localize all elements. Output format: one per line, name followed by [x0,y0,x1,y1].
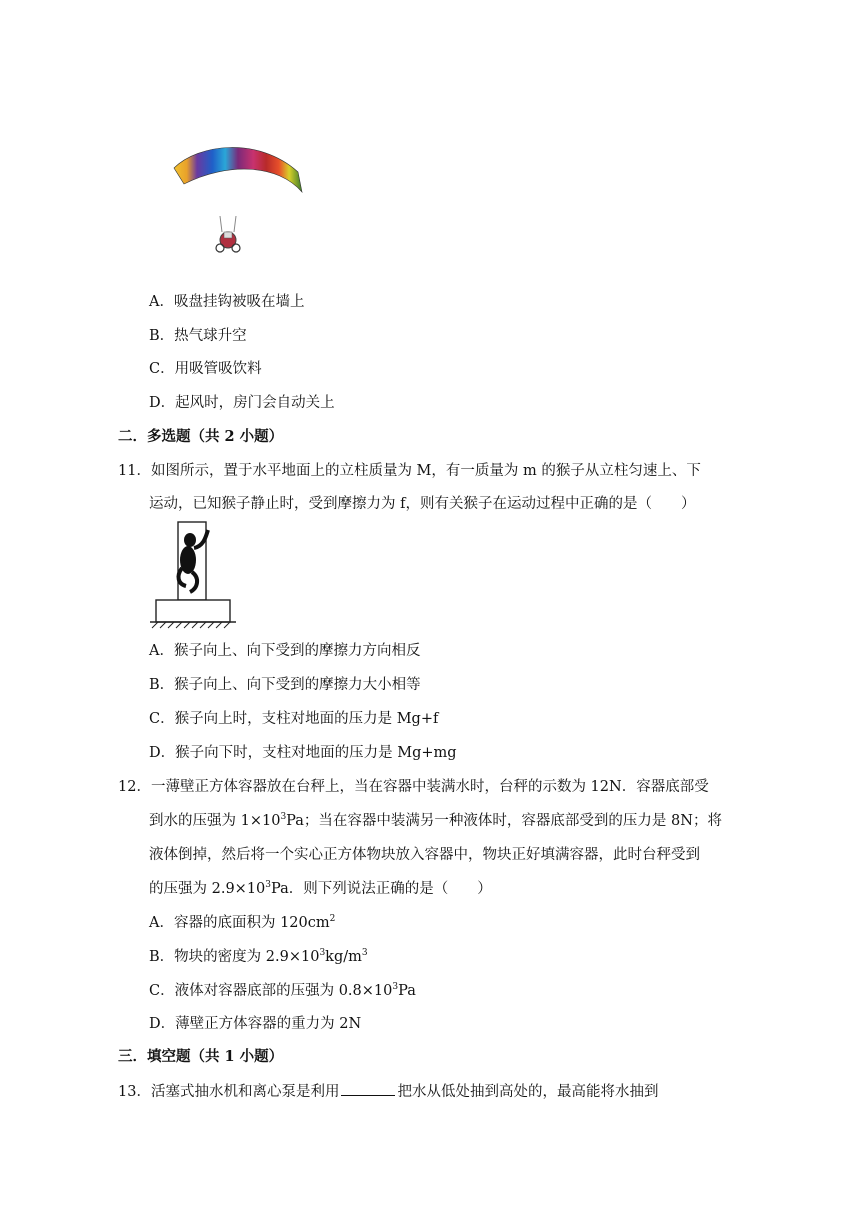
q10-option-a: A．吸盘挂钩被吸在墙上 [149,294,305,310]
q12-option-c: C．液体对容器底部的压强为 $0.8\times 10^3Pa$ [149,982,416,999]
monkey-pillar-figure [150,520,236,632]
q10-option-b: B．热气球升空 [149,328,247,344]
q11-option-d: D．猴子向下时，支柱对地面的压力是 Mg+mg [149,745,457,761]
q12-option-b: B．物块的密度为 $2.9\times 10^3kg/m^3$ [149,948,368,965]
section-heading-multiple-choice: 二．多选题（共 2 小题） [118,428,284,445]
pilot-icon [216,216,240,252]
q12-stem-line4: 的压强为 $2.9\times 10^3Pa$．则下列说法正确的是（ ） [149,880,492,897]
q12-stem-line2: 到水的压强为 $1\times 10^3Pa$；当在容器中装满另一种液体时，容器底部受到的压力是 8N；将 [149,812,722,829]
q11-option-c: C．猴子向上时，支柱对地面的压力是 Mg+f [149,711,439,727]
q13-stem: 13．活塞式抽水机和离心泵是利用 把水从低处抽到高处的，最高能将水抽到 [118,1081,658,1102]
section-heading-fill-in: 三．填空题（共 1 小题） [118,1048,284,1065]
q12-option-a: A．容器的底面积为 $120cm^2$ [149,914,336,931]
q11-stem-line2: 运动，已知猴子静止时，受到摩擦力为 f，则有关猴子在运动过程中正确的是（ ） [149,496,696,512]
q11-option-b: B．猴子向上、向下受到的摩擦力大小相等 [149,677,421,693]
q12-stem-line1: 12．一薄壁正方体容器放在台秤上，当在容器中装满水时，台秤的示数为 12N．容器底部受 [118,779,709,795]
answer-blank[interactable] [341,1081,395,1096]
q10-option-c: C．用吸管吸饮料 [149,361,262,377]
q11-stem-line1: 11．如图所示，置于水平地面上的立柱质量为 M，有一质量为 m 的猴子从立柱匀速上、下 [118,463,701,479]
q12-stem-line3: 液体倒掉，然后将一个实心正方体物块放入容器中，物块正好填满容器，此时台秤受到 [149,847,700,863]
q11-option-a: A．猴子向上、向下受到的摩擦力方向相反 [149,643,421,659]
q10-option-d: D．起风时，房门会自动关上 [149,395,335,411]
q12-option-d: D．薄壁正方体容器的重力为 2N [149,1016,362,1032]
paraglider-figure [168,136,308,266]
